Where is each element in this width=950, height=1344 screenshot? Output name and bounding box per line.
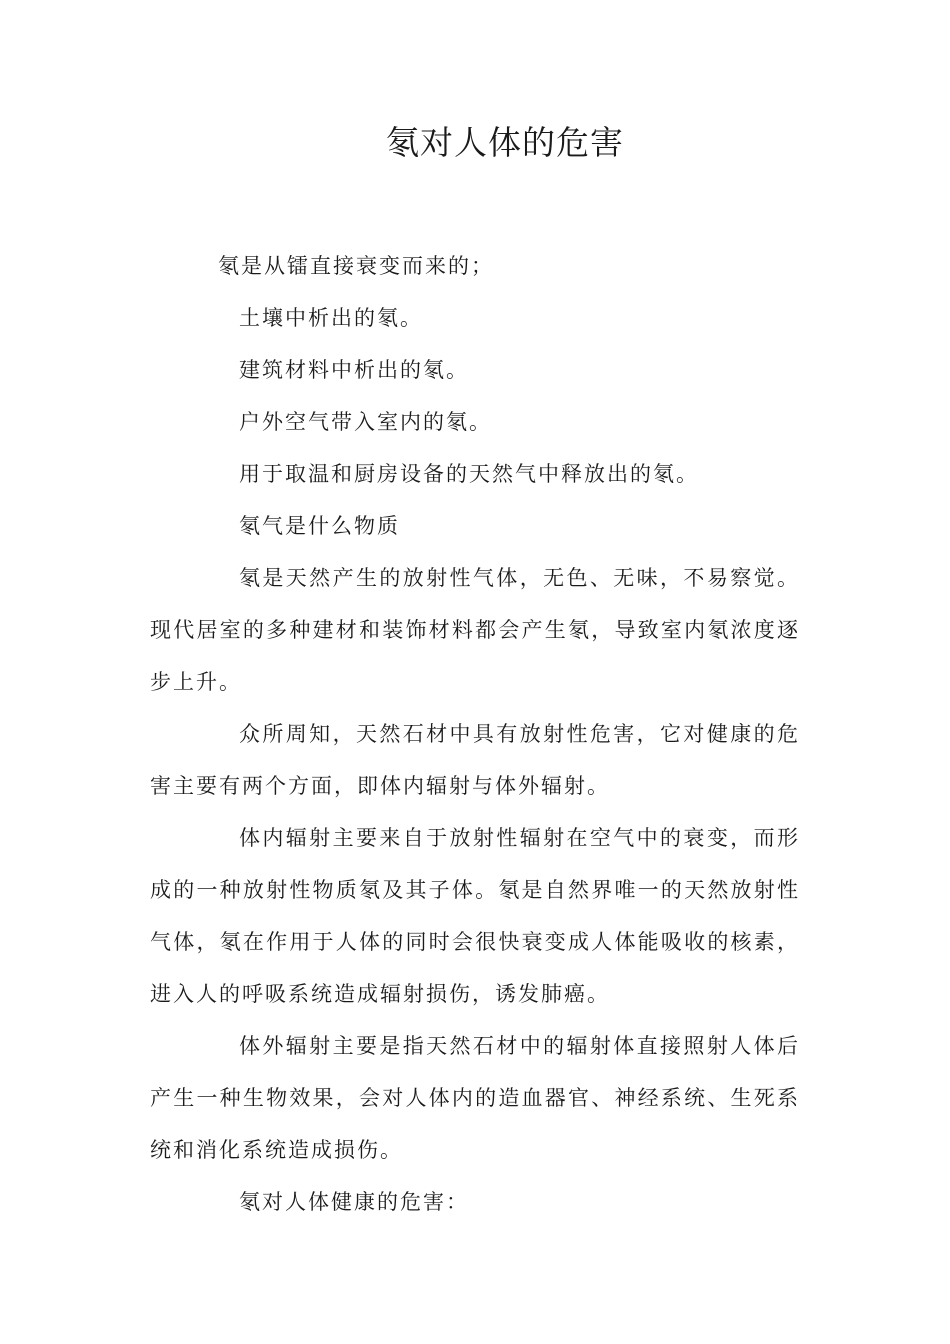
document-body [150, 240, 800, 1228]
document-title: 氡对人体的危害 [386, 123, 624, 162]
list-item-natural-gas: 用于取温和厨房设备的天然气中释放出的氡。 [239, 462, 699, 486]
list-item-outdoor-air: 户外空气带入室内的氡。 [239, 410, 492, 434]
paragraph-radon-description: 氡是天然产生的放射性气体，无色、无味，不易察觉。现代居室的多种建材和装饰材料都会产生氡，导致室内氡浓度逐步上升。 [150, 566, 800, 694]
paragraph-stone-hazard: 众所周知，天然石材中具有放射性危害，它对健康的危害主要有两个方面，即体内辐射与体外辐射。 [150, 722, 800, 798]
paragraph-internal-radiation: 体内辐射主要来自于放射性辐射在空气中的衰变，而形成的一种放射性物质氡及其子体。氡是自然界唯一的天然放射性气体，氡在作用于人体的同时会很快衰变成人体能吸收的核素，进入人的呼吸系统造成辐射损伤，诱发肺癌。 [150, 826, 800, 1006]
paragraph-external-radiation: 体外辐射主要是指天然石材中的辐射体直接照射人体后产生一种生物效果，会对人体内的造血器官、神经系统、生死系统和消化系统造成损伤。 [150, 1034, 800, 1162]
list-item-building-materials: 建筑材料中析出的氡。 [239, 358, 469, 382]
section-heading-what-is-radon: 氡气是什么物质 [239, 514, 400, 538]
section-heading-health-hazards: 氡对人体健康的危害： [239, 1190, 469, 1214]
list-item-soil: 土壤中析出的氡。 [239, 306, 423, 330]
paragraph-radon-origin: 氡是从镭直接衰变而来的； [218, 254, 494, 278]
